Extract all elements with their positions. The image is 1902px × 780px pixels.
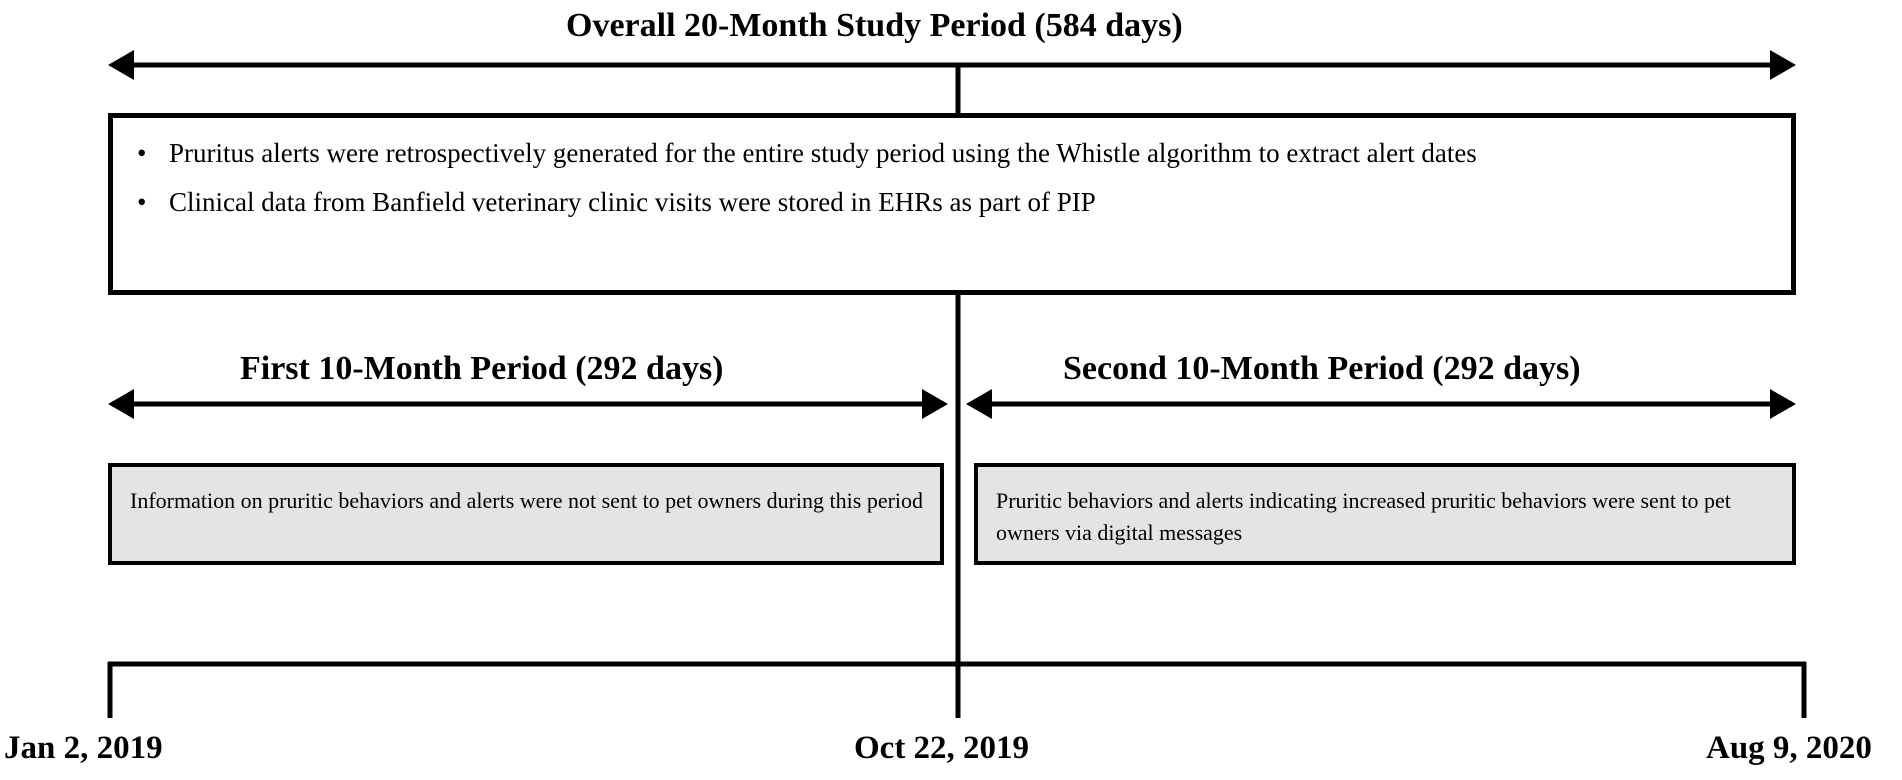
first-arrow-right-head: [922, 389, 948, 419]
bullet-marker: •: [137, 187, 147, 217]
mid-date-label: Oct 22, 2019: [854, 730, 1030, 766]
bullet-marker: •: [137, 138, 147, 168]
second-period-description-box: [974, 463, 1796, 565]
overall-period-title: Overall 20-Month Study Period (584 days): [566, 7, 1183, 44]
summary-bullet-text: Clinical data from Banfield veterinary clinic visits were stored in EHRs as part of PIP: [169, 187, 1096, 217]
second-arrow-right-head: [1770, 389, 1796, 419]
first-arrow-left-head: [108, 389, 134, 419]
first-period-description-box: [108, 463, 944, 565]
second-arrow-left-head: [966, 389, 992, 419]
second-period-description: Pruritic behaviors and alerts indicating increased pruritic behaviors were sent to pet owners via digital messages: [996, 488, 1731, 545]
overall-arrow-right-head: [1770, 50, 1796, 80]
end-date-label: Aug 9, 2020: [1706, 730, 1872, 766]
overall-arrow-left-head: [108, 50, 134, 80]
second-period-title: Second 10-Month Period (292 days): [1063, 350, 1581, 387]
summary-bullet-2: [137, 183, 1767, 221]
start-date-label: Jan 2, 2019: [4, 730, 163, 766]
study-summary-box: [108, 113, 1796, 295]
first-period-description: Information on pruritic behaviors and alerts were not sent to pet owners during this period: [130, 488, 924, 513]
summary-bullet-1: [137, 134, 1767, 172]
first-period-title: First 10-Month Period (292 days): [240, 350, 724, 387]
summary-bullet-text: Pruritus alerts were retrospectively generated for the entire study period using the Whistle algorithm to extract alert dates: [169, 138, 1477, 168]
